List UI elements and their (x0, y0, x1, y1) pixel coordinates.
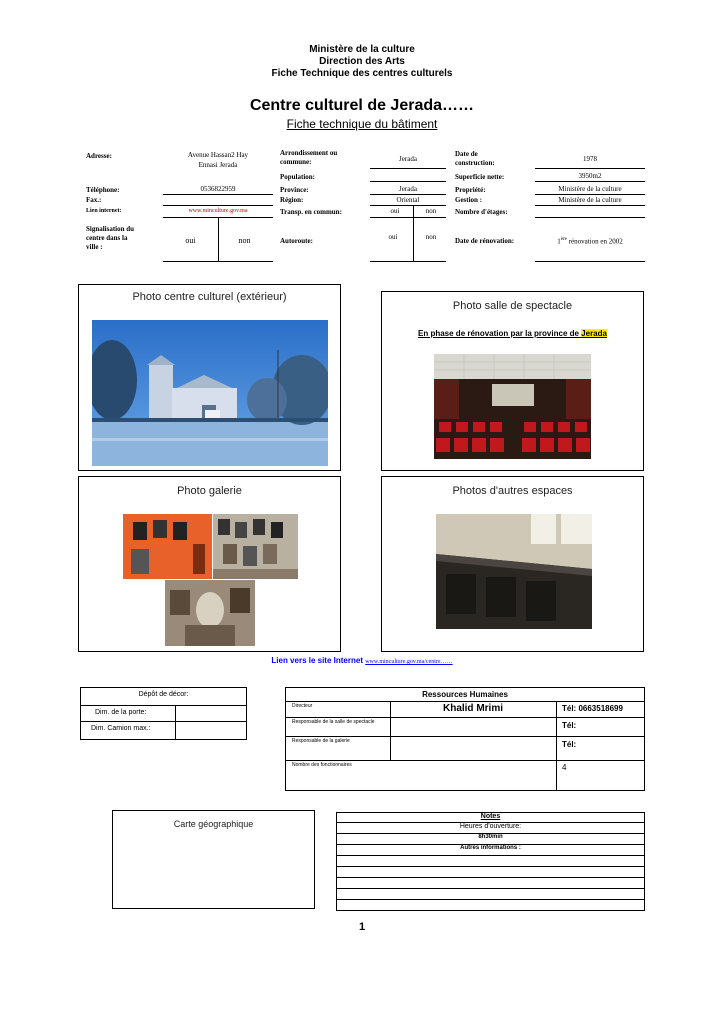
photo-salle-box (381, 291, 644, 471)
site-link-label: Lien vers le site Internet (271, 656, 363, 665)
telephone-value: 0536822959 (200, 185, 236, 193)
heures-value: 8h30min (478, 834, 503, 840)
gestion-label: Gestion : (455, 196, 483, 204)
site-link-row (0, 656, 724, 665)
autoroute-oui: oui (388, 233, 398, 241)
autres-photo (436, 514, 592, 629)
carte-title: Carte géographique (173, 819, 254, 829)
fiche-line: Fiche Technique des centres culturels (271, 68, 453, 79)
renovation-label: Date de rénovation: (455, 237, 515, 245)
galerie-tel: Tél: (562, 740, 577, 749)
arrondissement-label-1: Arrondissement ou (280, 149, 338, 157)
photo-galerie-title: Photo galerie (177, 485, 242, 497)
transp-label: Transp. en commun: (280, 208, 342, 216)
directeur-label: Directeur (292, 703, 313, 709)
galerie-responsable-label: Responsable de la galerie (292, 738, 350, 744)
depot-title: Dépôt de décor: (138, 691, 189, 698)
autres-label: Autres informations : (460, 845, 521, 851)
page-number: 1 (358, 921, 366, 933)
notes-box (336, 812, 645, 911)
site-link-url[interactable]: www.minculture.gov.ma/centre…… (365, 659, 453, 665)
photo-salle-title: Photo salle de spectacle (452, 300, 573, 312)
transp-non: non (425, 207, 437, 215)
galerie-photo-1 (123, 514, 212, 579)
galerie-photo-2 (213, 514, 298, 579)
directeur-tel: Tél: 0663518699 (562, 704, 623, 713)
adresse-label: Adresse: (86, 152, 112, 160)
superficie-label: Superficie nette: (455, 173, 505, 181)
photo-exterieur-title: Photo centre culturel (extérieur) (132, 291, 287, 303)
lien-value[interactable]: www.minculture.gov.ma (188, 208, 248, 214)
directeur-name: Khalid Mrimi (442, 703, 503, 714)
population-label: Population: (280, 173, 316, 181)
date-construction-value: 1978 (583, 155, 597, 163)
galerie-photo-3 (165, 580, 255, 646)
photo-galerie-box (78, 476, 341, 652)
propriete-value: Ministère de la culture (558, 185, 622, 193)
propriete-label: Propriété: (455, 186, 486, 194)
signalisation-non: non (238, 236, 251, 245)
signalisation-label-3: ville : (86, 243, 103, 251)
region-label: Région: (280, 196, 304, 204)
province-value: Jerada (399, 185, 417, 193)
arrondissement-value: Jerada (399, 155, 417, 163)
heures-label: Heures d'ouverture: (459, 823, 522, 830)
salle-tel: Tél: (562, 721, 577, 730)
salle-responsable-label: Responsable de la salle de spectacle (292, 719, 375, 725)
page-title: Centre culturel de Jerada…… (249, 97, 475, 114)
photo-exterieur-box (78, 284, 341, 471)
autoroute-label: Autoroute: (280, 237, 313, 245)
exterior-photo (92, 320, 328, 466)
date-construction-label-1: Date de (455, 150, 478, 158)
direction-line: Direction des Arts (319, 56, 405, 67)
lien-label: Lien internet: (86, 208, 122, 214)
salle-note: En phase de rénovation par la province de Jerada (418, 329, 607, 338)
transp-oui: oui (390, 207, 400, 215)
adresse-value-2: Ennasi Jerada (198, 161, 238, 169)
renovation-value: 1ère rénovation en 2002 (557, 237, 623, 246)
gestion-value: Ministère de la culture (558, 196, 622, 204)
page-subtitle: Fiche technique du bâtiment (286, 117, 438, 131)
telephone-label: Téléphone: (86, 186, 120, 194)
ministry-line: Ministère de la culture (309, 44, 415, 55)
depot-box (80, 687, 247, 740)
rh-title: Ressources Humaines (422, 690, 508, 699)
adresse-value-1: Avenue Hassan2 Hay (187, 151, 249, 159)
fonctionnaires-value: 4 (562, 763, 567, 772)
fax-label: Fax.: (86, 196, 102, 204)
date-construction-label-2: construction: (455, 159, 495, 167)
province-label: Province: (280, 186, 309, 194)
signalisation-oui: oui (185, 236, 196, 245)
notes-title: Notes (480, 813, 501, 820)
arrondissement-label-2: commune: (280, 158, 312, 166)
photo-autres-title: Photos d'autres espaces (452, 485, 573, 497)
autoroute-non: non (425, 233, 437, 241)
carte-box (112, 810, 315, 909)
superficie-value: 3950m2 (578, 172, 602, 180)
signalisation-label-2: centre dans la (86, 234, 128, 242)
salle-photo (434, 354, 591, 459)
signalisation-label-1: Signalisation du (86, 225, 135, 233)
etages-label: Nombre d'étages: (455, 208, 508, 216)
camion-label: Dim. Camion max.: (91, 725, 151, 732)
fonctionnaires-label: Nombre des fonctionnaires (292, 762, 352, 768)
photo-autres-box (381, 476, 644, 652)
porte-label: Dim. de la porte: (95, 709, 147, 716)
region-value: Oriental (396, 196, 420, 204)
rh-box (285, 687, 645, 791)
